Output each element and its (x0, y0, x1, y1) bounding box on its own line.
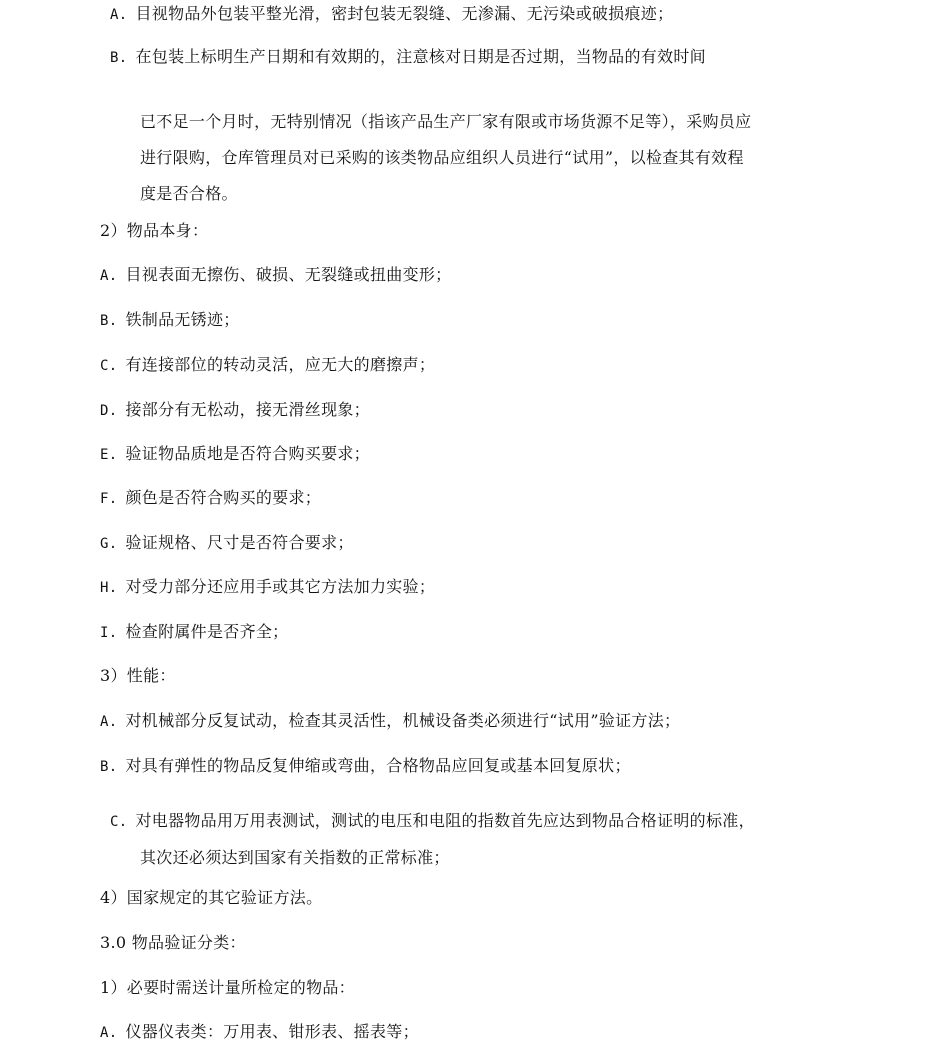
packaging-item-b (110, 47, 706, 68)
body-item-f (100, 488, 321, 509)
list-marker: B. (100, 313, 118, 329)
list-text: 验证规格、尺寸是否符合要求； (125, 533, 354, 552)
list-text: 对电器物品用万用表测试，测试的电压和电阻的指数首先应达到物品合格证明的标准， (135, 811, 755, 830)
list-marker: F. (100, 491, 118, 507)
list-marker: A. (100, 1025, 118, 1041)
performance-item-c (110, 811, 755, 832)
list-text: 有连接部位的转动灵活，应无大的磨擦声； (125, 355, 436, 374)
list-text: 铁制品无锈迹； (125, 310, 240, 329)
packaging-item-b-continuation-2 (140, 148, 744, 168)
list-marker: I. (100, 625, 118, 641)
list-marker: G. (100, 536, 118, 552)
packaging-item-a (110, 4, 673, 25)
body-item-b (100, 310, 240, 331)
list-marker: D. (100, 403, 118, 419)
list-text: 目视物品外包装平整光滑，密封包装无裂缝、无渗漏、无污染或破损痕迹； (135, 4, 674, 23)
section-heading: 4）国家规定的其它验证方法。 (100, 888, 323, 907)
section-heading: 1）必要时需送计量所检定的物品： (100, 978, 355, 997)
section-heading-other-methods (100, 888, 322, 908)
body-item-a (100, 265, 451, 286)
list-marker: A. (100, 268, 118, 284)
section-heading: 2）物品本身： (100, 221, 209, 240)
body-item-e (100, 444, 370, 465)
packaging-item-b-continuation-3 (140, 184, 238, 204)
classification-item-a (100, 1022, 419, 1043)
list-marker: A. (110, 7, 128, 23)
list-text: 验证物品质地是否符合购买要求； (125, 444, 370, 463)
list-text: 已不足一个月时，无特别情况（指该产品生产厂家有限或市场货源不足等），采购员应 (140, 112, 752, 131)
list-text: 接部分有无松动，接无滑丝现象； (125, 400, 370, 419)
section-heading-performance (100, 666, 176, 686)
list-text: 目视表面无擦伤、破损、无裂缝或扭曲变形； (125, 265, 452, 284)
list-marker: B. (110, 50, 128, 66)
section-heading-classification (100, 933, 246, 953)
list-marker: C. (100, 358, 118, 374)
body-item-d (100, 400, 370, 421)
section-heading: 3）性能： (100, 666, 176, 685)
performance-item-c-continuation (140, 848, 450, 868)
list-marker: C. (110, 814, 128, 830)
packaging-item-b-continuation-1 (140, 112, 751, 132)
section-heading-item-body (100, 221, 208, 241)
list-text: 检查附属件是否齐全； (125, 622, 289, 641)
body-item-c (100, 355, 435, 376)
body-item-i (100, 622, 288, 643)
list-text: 对机械部分反复试动，检查其灵活性，机械设备类必须进行“试用”验证方法； (125, 711, 681, 730)
list-text: 颜色是否符合购买的要求； (125, 488, 322, 507)
classification-item-1 (100, 978, 355, 998)
list-text: 进行限购，仓库管理员对已采购的该类物品应组织人员进行“试用”，以检查其有效程 (140, 148, 744, 167)
body-item-h (100, 577, 435, 598)
list-text: 其次还必须达到国家有关指数的正常标准； (140, 848, 450, 867)
list-marker: E. (100, 447, 118, 463)
list-text: 仪器仪表类：万用表、钳形表、摇表等； (125, 1022, 419, 1041)
list-text: 对受力部分还应用手或其它方法加力实验； (125, 577, 436, 596)
list-marker: B. (100, 759, 118, 775)
body-item-g (100, 533, 354, 554)
section-heading: 3.0 物品验证分类： (100, 933, 246, 952)
list-marker: A. (100, 714, 118, 730)
performance-item-b (100, 756, 631, 777)
performance-item-a (100, 711, 680, 732)
list-marker: H. (100, 580, 118, 596)
list-text: 对具有弹性的物品反复伸缩或弯曲，合格物品应回复或基本回复原状； (125, 756, 631, 775)
list-text: 在包装上标明生产日期和有效期的，注意核对日期是否过期，当物品的有效时间 (135, 47, 706, 66)
list-text: 度是否合格。 (140, 184, 238, 203)
